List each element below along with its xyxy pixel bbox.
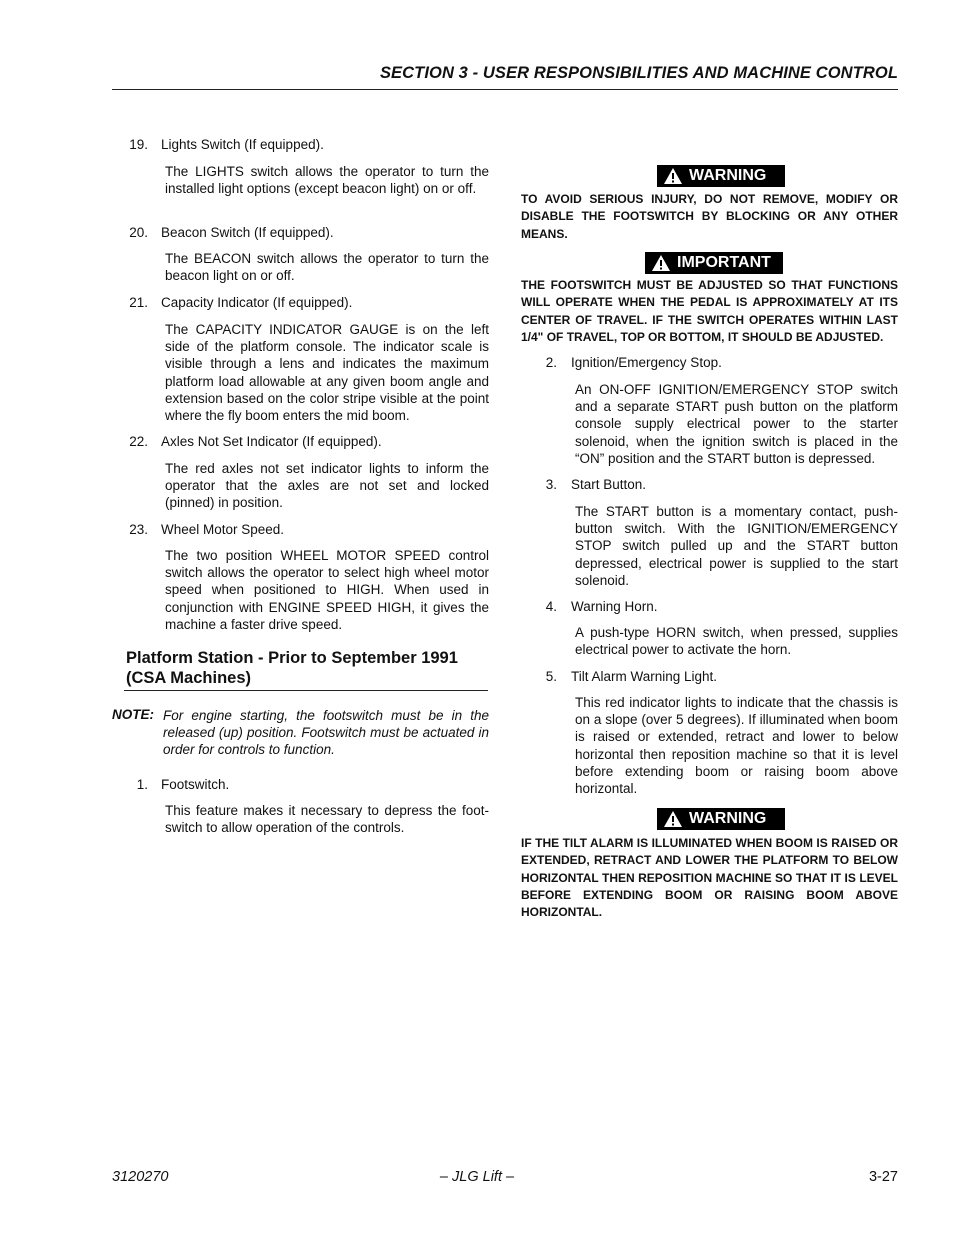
document-number: 3120270: [112, 1169, 169, 1185]
warning-badge-label: WARNING: [689, 167, 767, 184]
item-description: This red indicator lights to indicate that the chassis is on a slope (over 5 degrees). If illuminated when boom is raised or extended, retract and lower to below horizontal then reposition machine so that it is level before extending boom or raising boom above horizontal.: [575, 695, 898, 797]
brand-footer: – JLG Lift –: [439, 1169, 515, 1185]
item-description: An ON-OFF IGNITION/EMERGENCY STOP switch and a separate START push button on the platform console supply electrical power to the starter solenoid, when the ignition switch is placed in the “ON” position and the START button is depressed.: [575, 382, 898, 466]
item-number: 21.: [129, 295, 148, 310]
warning-badge: [657, 165, 785, 187]
item-description: This feature makes it necessary to depress the foot-switch to allow operation of the controls.: [165, 803, 489, 836]
item-description: The BEACON switch allows the operator to turn the beacon light on or off.: [165, 251, 489, 284]
item-label: Start Button.: [571, 477, 647, 492]
item-label: Warning Horn.: [571, 599, 658, 614]
item-description: The red axles not set indicator lights to inform the operator that the axles are not set and locked (pinned) in position.: [165, 461, 489, 511]
item-number: 22.: [129, 434, 148, 449]
warning-badge-label: WARNING: [689, 810, 767, 827]
item-label: Footswitch.: [161, 777, 230, 792]
important-text: THE FOOTSWITCH MUST BE ADJUSTED SO THAT FUNCTIONS WILL OPERATE WHEN THE PEDAL IS APPROXIMATELY AT ITS CENTER OF TRAVEL. IF THE SWITCH OPERATES WITHIN LAST 1/4" OF TRAVEL, TOP OR BOTTOM, IT SHOULD BE ADJUSTED.: [521, 278, 898, 344]
note-text: For engine starting, the footswitch must be in the released (up) position. Footswitch must be actuated in order for controls to function.: [163, 708, 489, 758]
item-label: Capacity Indicator (If equipped).: [161, 295, 353, 310]
page-number: 3-27: [868, 1169, 898, 1185]
section-title: SECTION 3 - USER RESPONSIBILITIES AND MACHINE CONTROL: [379, 64, 898, 82]
item-description: The START button is a momentary contact, push-button switch. With the IGNITION/EMERGENCY STOP switch pulled up and the START button depressed, electrical power is supplied to the start solenoid.: [575, 504, 898, 588]
item-number: 1.: [136, 777, 148, 792]
item-description: The two position WHEEL MOTOR SPEED control switch allows the operator to select high wheel motor speed when positioned to HIGH. When used in conjunction with ENGINE SPEED HIGH, it gives the machine a faster drive speed.: [165, 548, 489, 632]
subsection-heading-line: (CSA Machines): [126, 669, 251, 687]
warning-text: IF THE TILT ALARM IS ILLUMINATED WHEN BOOM IS RAISED OR EXTENDED, RETRACT AND LOWER THE PLATFORM TO BELOW HORIZONTAL THEN REPOSITION MACHINE SO THAT IT IS LEVEL BEFORE EXTENDING BOOM OR RAISING BOOM ABOVE HORIZONTAL.: [521, 836, 898, 920]
important-badge-label: IMPORTANT: [677, 254, 771, 271]
item-description: The CAPACITY INDICATOR GAUGE is on the left side of the platform console. The indicator scale is visible through a lens and indicates the maximum platform load allowable at any given boom angle and extension based on the color stripe visible at the point where the fly boom enters the mid boom.: [165, 322, 489, 424]
item-label: Wheel Motor Speed.: [161, 522, 285, 537]
item-description: The LIGHTS switch allows the operator to turn the installed light options (except beacon light) on or off.: [165, 164, 489, 197]
item-label: Tilt Alarm Warning Light.: [571, 669, 718, 684]
item-number: 19.: [129, 137, 148, 152]
subsection-heading-line: Platform Station - Prior to September 1991: [126, 649, 458, 667]
note-label: NOTE:: [112, 707, 154, 722]
item-number: 3.: [545, 477, 557, 492]
item-number: 4.: [545, 599, 557, 614]
item-number: 2.: [545, 355, 557, 370]
exclamation-triangle-icon: [663, 810, 683, 828]
header-divider: [112, 89, 898, 90]
item-label: Ignition/Emergency Stop.: [571, 355, 722, 370]
item-number: 20.: [129, 225, 148, 240]
warning-badge: [657, 808, 785, 830]
warning-text: TO AVOID SERIOUS INJURY, DO NOT REMOVE, MODIFY OR DISABLE THE FOOTSWITCH BY BLOCKING OR ANY OTHER MEANS.: [521, 192, 898, 241]
exclamation-triangle-icon: [651, 254, 671, 272]
item-number: 23.: [129, 522, 148, 537]
subsection-divider: [124, 690, 488, 691]
item-description: A push-type HORN switch, when pressed, supplies electrical power to activate the horn.: [575, 625, 898, 658]
item-label: Axles Not Set Indicator (If equipped).: [161, 434, 382, 449]
item-number: 5.: [545, 669, 557, 684]
exclamation-triangle-icon: [663, 167, 683, 185]
important-badge: [645, 252, 783, 274]
item-label: Lights Switch (If equipped).: [161, 137, 324, 152]
item-label: Beacon Switch (If equipped).: [161, 225, 334, 240]
